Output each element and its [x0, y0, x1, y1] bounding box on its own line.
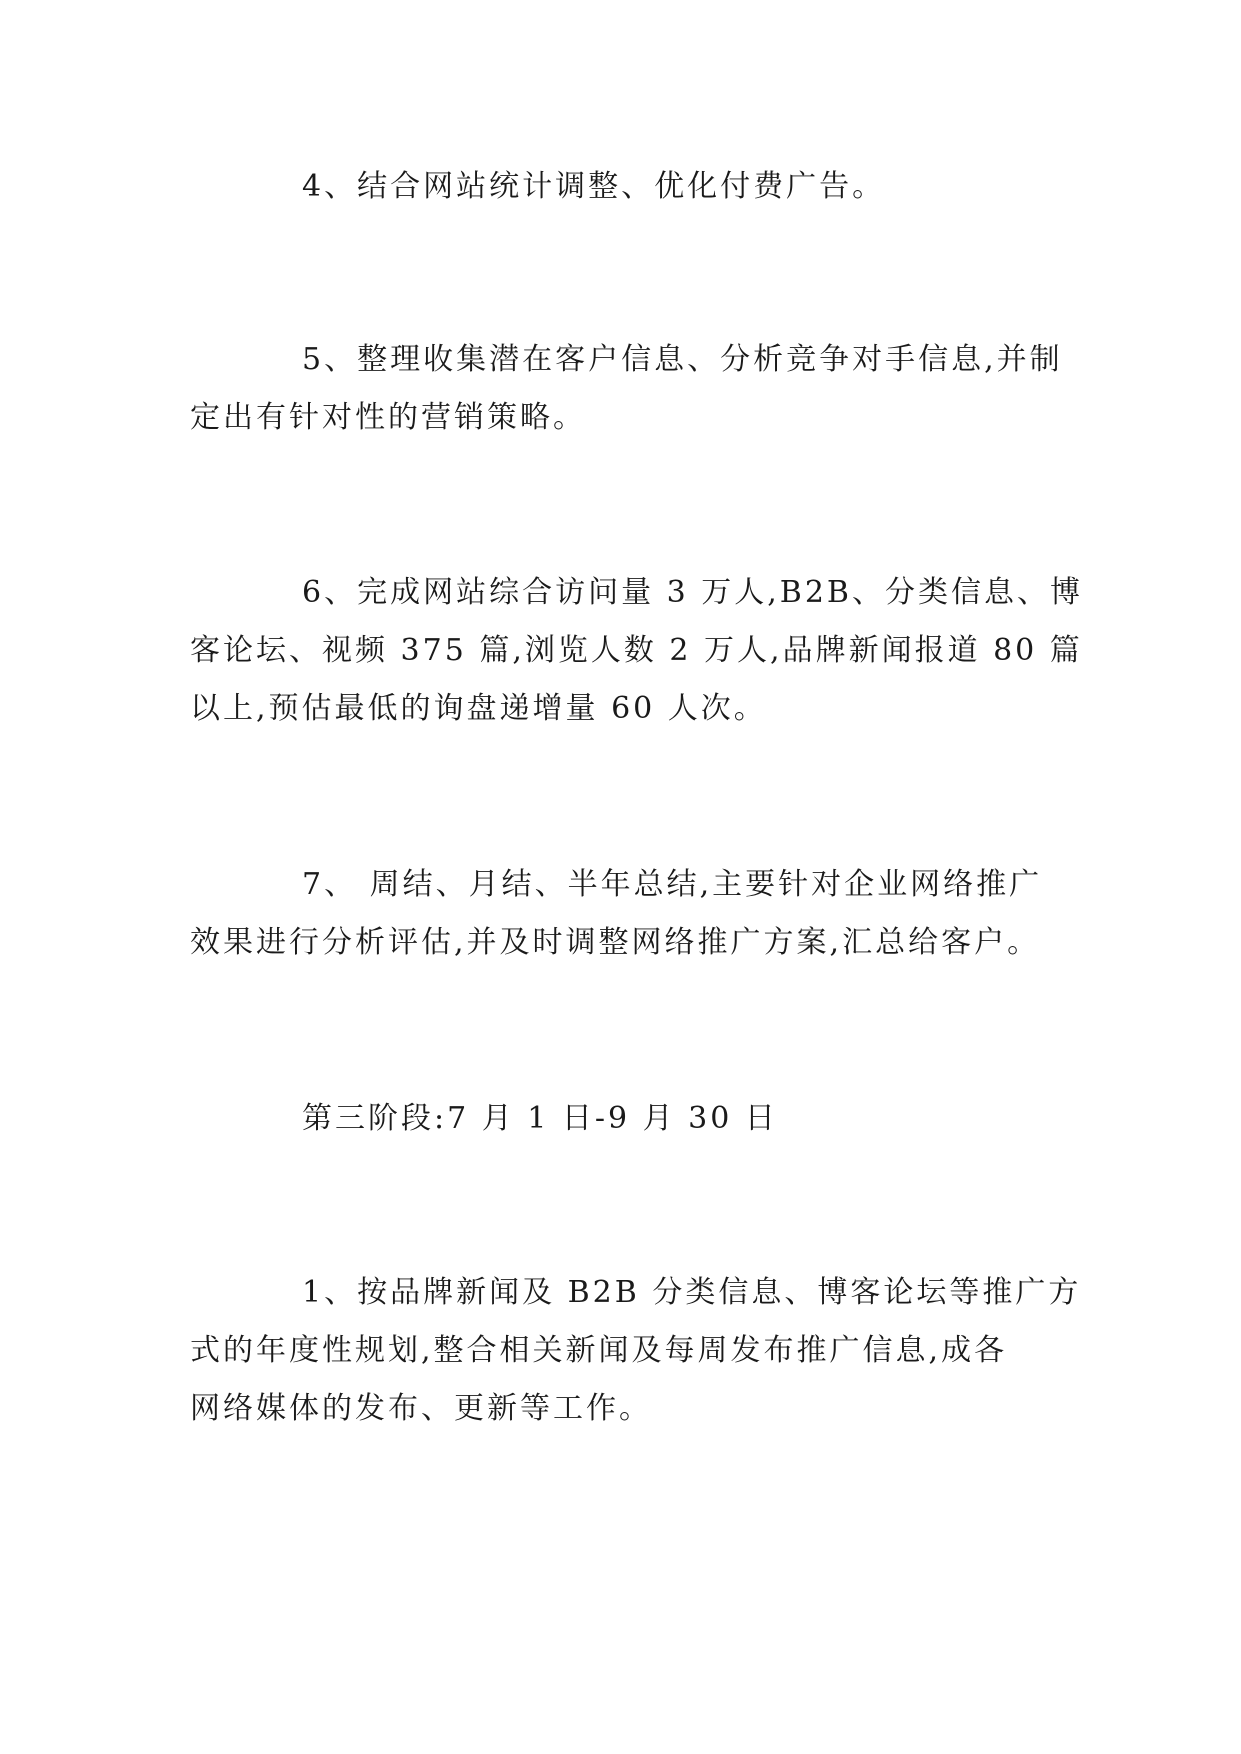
text-line: 定出有针对性的营销策略。 [190, 400, 586, 435]
paragraph-item-5 [190, 331, 1063, 447]
section-heading-phase-three [190, 1090, 1060, 1148]
paragraph-item-1 [190, 1264, 1082, 1438]
text-line: 客论坛、视频 375 篇,浏览人数 2 万人,品牌新闻报道 80 篇 [190, 633, 1083, 668]
paragraph-item-4 [190, 158, 1060, 216]
text-line: 式的年度性规划,整合相关新闻及每周发布推广信息,成各 [190, 1333, 1008, 1368]
text-line: 7、 周结、月结、半年总结,主要针对企业网络推广 [302, 867, 1043, 902]
text-line: 以上,预估最低的询盘递增量 60 人次。 [190, 691, 767, 726]
text-line: 网络媒体的发布、更新等工作。 [190, 1391, 652, 1426]
paragraph-item-7 [190, 856, 1060, 972]
heading-line: 第三阶段:7 月 1 日-9 月 30 日 [302, 1101, 778, 1136]
text-line: 5、整理收集潜在客户信息、分析竞争对手信息,并制 [302, 342, 1063, 377]
text-line: 1、按品牌新闻及 B2B 分类信息、博客论坛等推广方 [302, 1275, 1082, 1310]
text-line: 4、结合网站统计调整、优化付费广告。 [302, 169, 886, 204]
text-line: 效果进行分析评估,并及时调整网络推广方案,汇总给客户。 [190, 925, 1041, 960]
text-line: 6、完成网站综合访问量 3 万人,B2B、分类信息、博 [302, 575, 1083, 610]
paragraph-item-6 [190, 564, 1083, 738]
